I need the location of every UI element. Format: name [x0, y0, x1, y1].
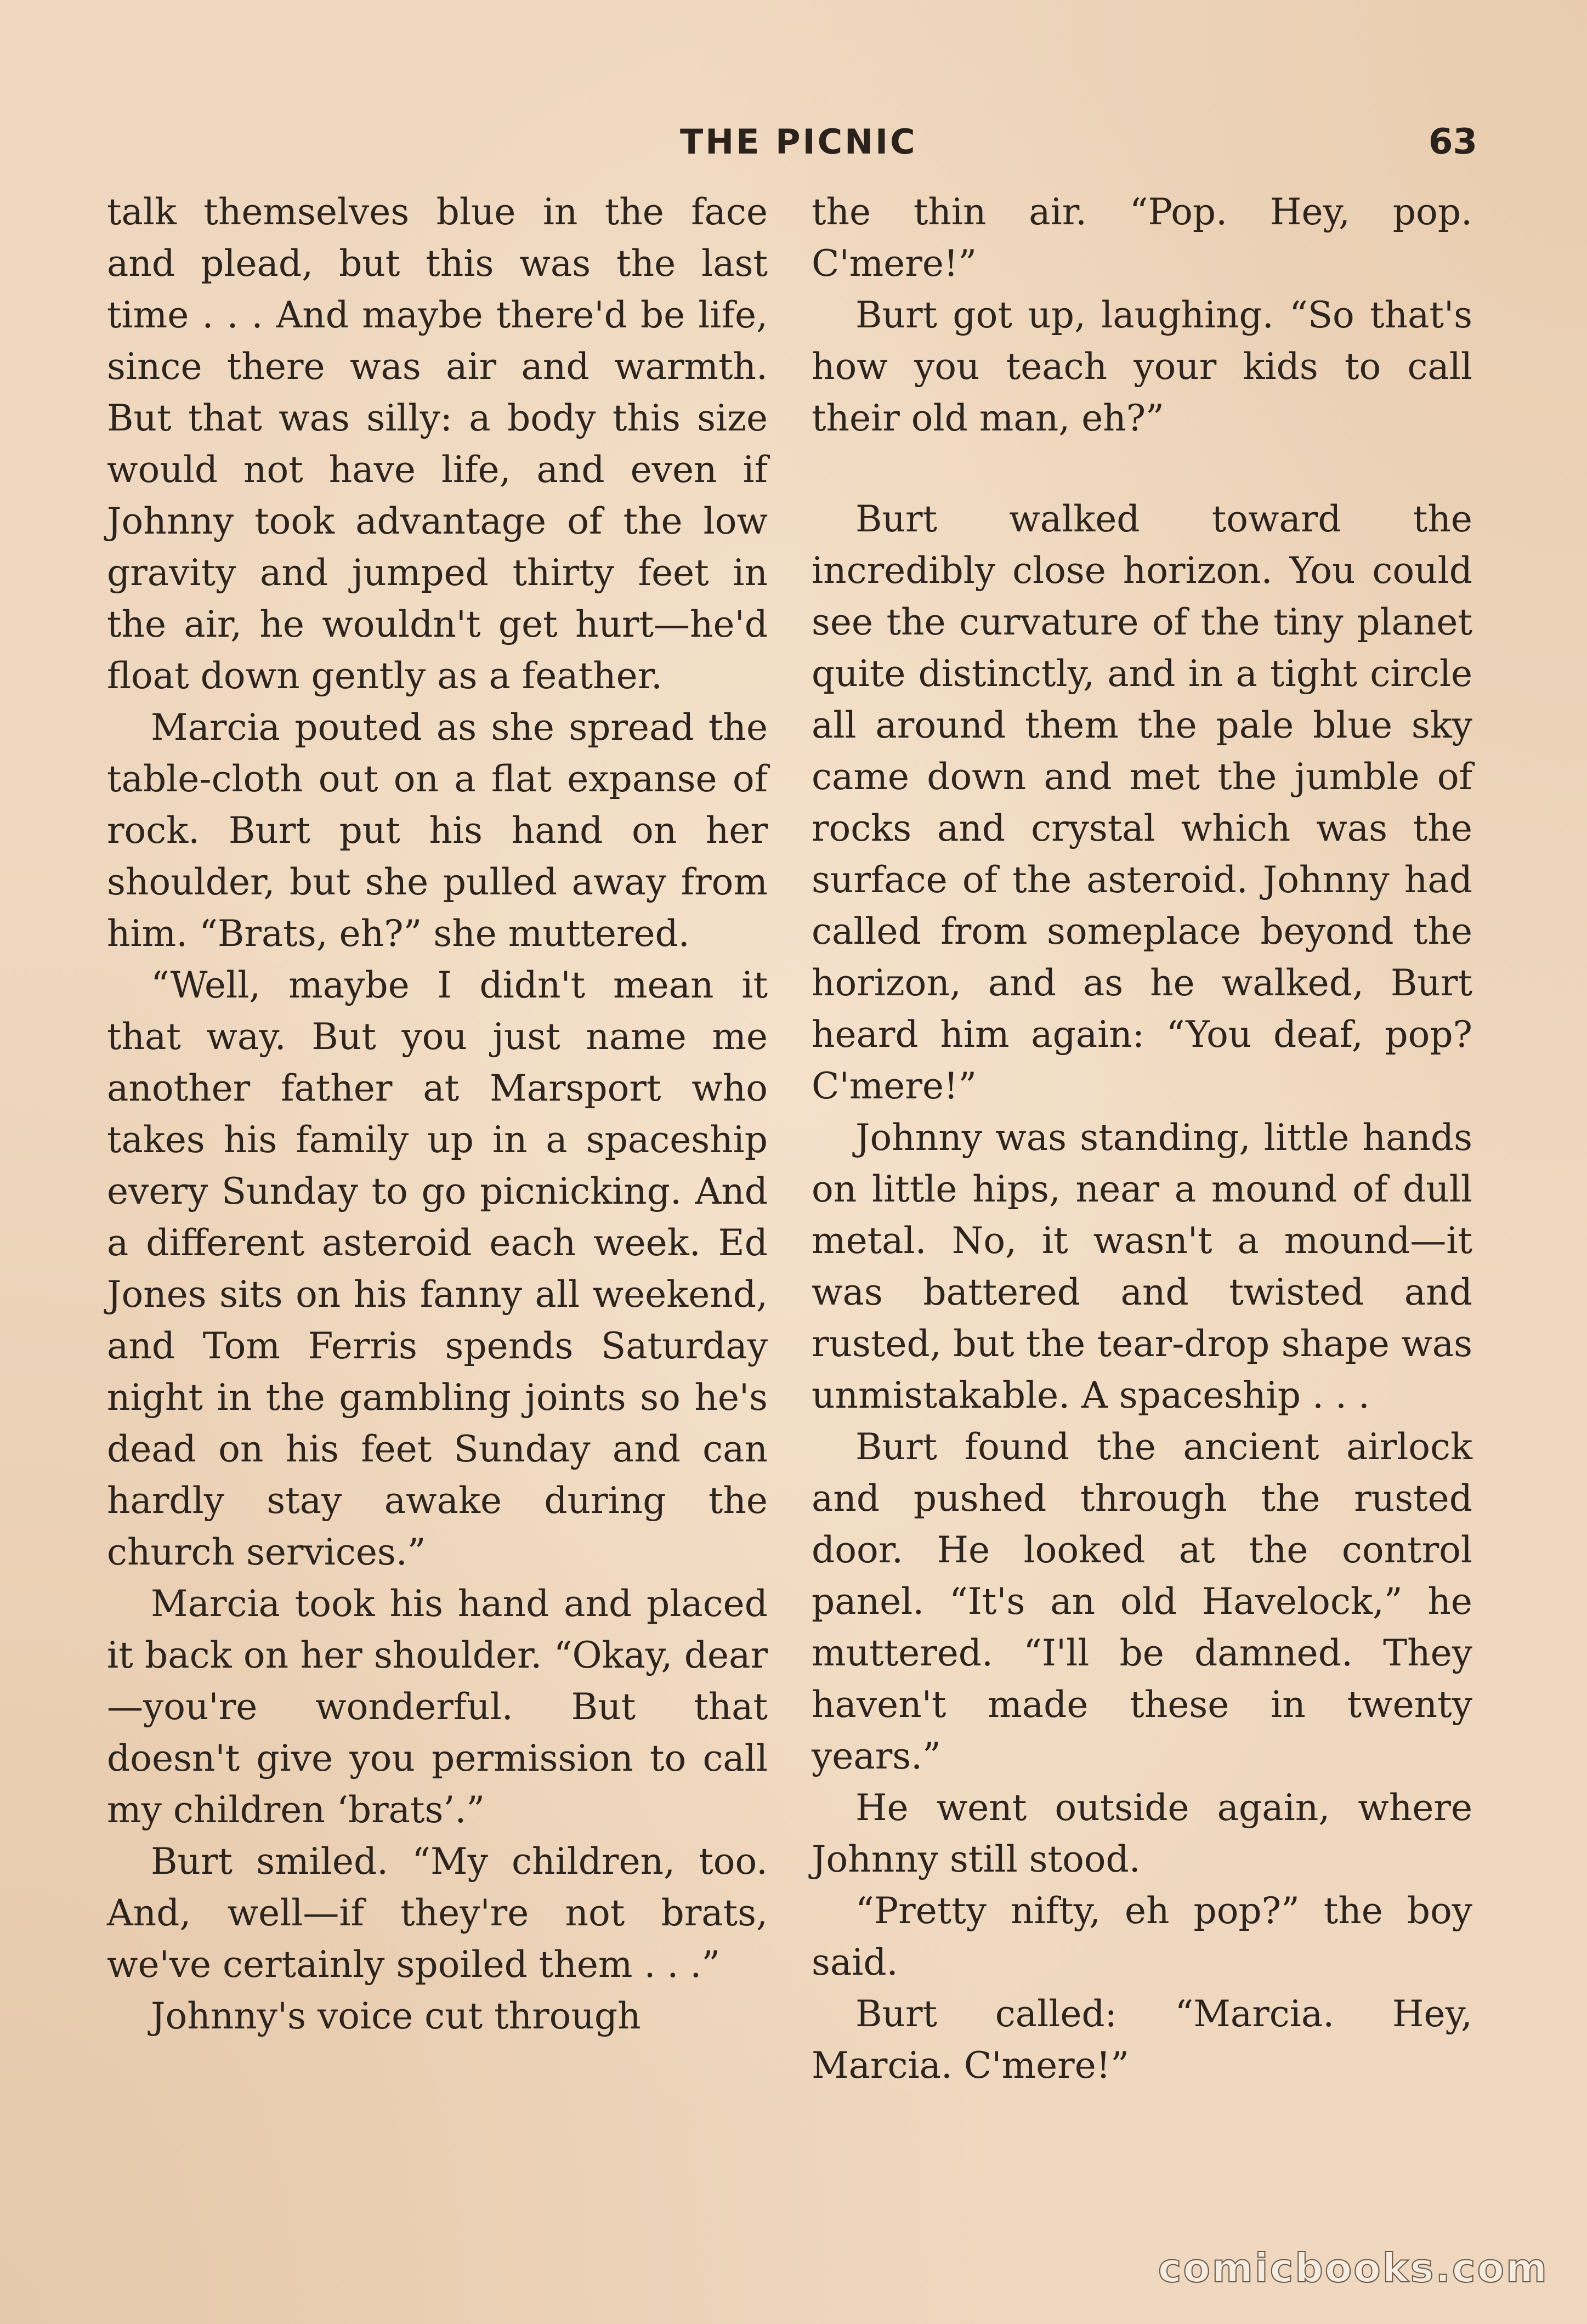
paragraph: Johnny was standing, little hands on little hips, near a mound of dull metal. No, it wasn't a mound—it was battered and twisted and rusted, but the tear-drop shape was unmistakable. A spaceship . . . [812, 1116, 1472, 1416]
paragraph: Marcia took his hand and placed it back on her shoulder. “Okay, dear—you're wonderful. But that doesn't give you permission to call my children ‘brats’.” [107, 1583, 768, 1831]
paragraph: “Well, maybe I didn't mean it that way. But you just name me another father at Marsport who takes his family up in a spaceship every Sunday to go picnicking. And a different asteroid each week. Ed Jones sits on his fanny all weekend, and Tom Ferris spends Saturday night in the gambling joints so he's dead on his feet Sunday and can hardly stay awake during the church services.” [107, 964, 768, 1573]
paragraph: “Pretty nifty, eh pop?” the boy said. [812, 1890, 1472, 1983]
running-head: THE PICNIC [680, 122, 917, 162]
paragraph: Burt smiled. “My children, too. And, well—if they're not brats, we've certainly spoiled them . . .” [107, 1840, 768, 1986]
paragraph: Marcia pouted as she spread the table-cloth out on a flat expanse of rock. Burt put his hand on her shoulder, but she pulled away from him. “Brats, eh?” she muttered. [107, 706, 768, 955]
paragraph: Burt found the ancient airlock and pushed through the rusted door. He looked at the control panel. “It's an old Havelock,” he muttered. “I'll be damned. They haven't made these in twenty years.” [812, 1426, 1472, 1777]
paragraph: He went outside again, where Johnny still stood. [812, 1787, 1472, 1880]
paragraph: talk themselves blue in the face and plead, but this was the last time . . . And maybe there'd be life, since there was air and warmth. But that was silly: a body this size would not have life, and even if Johnny took advantage of the low gravity and jumped thirty feet in the air, he wouldn't get hurt—he'd float down gently as a feather. [107, 191, 768, 697]
right-column [812, 186, 1472, 2091]
paragraph: the thin air. “Pop. Hey, pop. C'mere!” [812, 191, 1472, 285]
paragraph: Burt called: “Marcia. Hey, Marcia. C'mere!” [812, 1993, 1472, 2087]
paragraph: Burt got up, laughing. “So that's how you teach your kids to call their old man, eh?” [812, 294, 1472, 439]
watermark: comicbooks.com [1158, 2245, 1549, 2291]
left-column [107, 186, 768, 2042]
page-number: 63 [1428, 122, 1477, 162]
paragraph: Johnny's voice cut through [151, 1995, 641, 2037]
paragraph: Burt walked toward the incredibly close horizon. You could see the curvature of the tiny planet quite distinctly, and in a tight circle all around them the pale blue sky came down and met the jumble of rocks and crystal which was the surface of the asteroid. Johnny had called from someplace beyond the horizon, and as he walked, Burt heard him again: “You deaf, pop? C'mere!” [812, 498, 1472, 1107]
